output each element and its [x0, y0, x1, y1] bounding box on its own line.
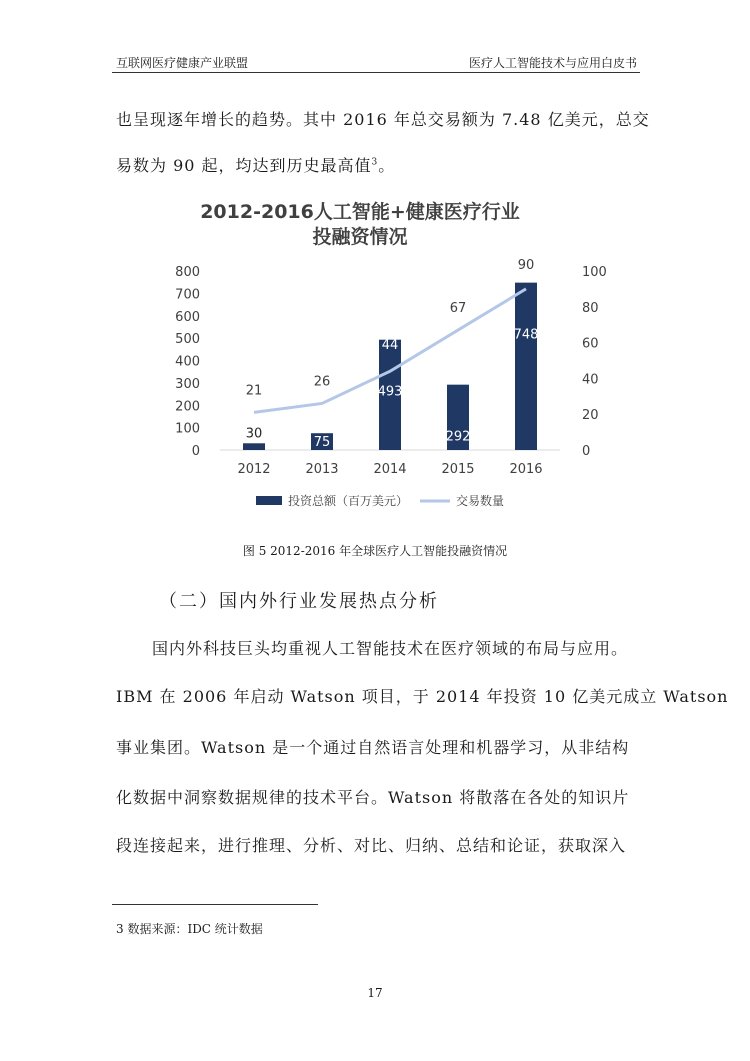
chart-title: 2012-2016人工智能+健康医疗行业	[200, 201, 520, 223]
legend-label: 交易数量	[456, 494, 505, 508]
y-left-tick-label: 500	[175, 332, 200, 348]
y-right-tick-label: 20	[582, 408, 599, 424]
bar-data-label: 493	[377, 384, 403, 400]
y-left-tick-label: 600	[175, 309, 200, 325]
figure-caption: 图 5 2012-2016 年全球医疗人工智能投融资情况	[242, 544, 508, 558]
header-right: 医疗人工智能技术与应用白皮书	[468, 56, 637, 70]
section-heading: （二）国内外行业发展热点分析	[159, 591, 439, 612]
bar	[515, 283, 537, 450]
bar-data-label: 748	[513, 327, 539, 343]
paragraph-text: 。	[378, 156, 396, 175]
paragraph-line: 国内外科技巨头均重视人工智能技术在医疗领域的布局与应用。	[152, 639, 629, 658]
line-data-label: 44	[381, 338, 399, 354]
y-right-tick-label: 80	[582, 300, 599, 316]
x-tick-label: 2016	[509, 462, 543, 477]
y-right-tick-label: 0	[582, 444, 591, 459]
x-tick-label: 2013	[305, 462, 339, 477]
paragraph-line: 段连接起来，进行推理、分析、对比、归纳、总结和论证，获取深入	[116, 836, 627, 855]
y-left-tick-label: 100	[175, 421, 200, 437]
legend-bar-swatch	[256, 496, 282, 505]
line-data-label: 26	[313, 374, 331, 390]
footnote: 3 数据来源：IDC 统计数据	[116, 922, 263, 936]
paragraph-line: 事业集团。Watson 是一个通过自然语言处理和机器学习，从非结构	[116, 738, 630, 757]
paragraph-line: 化数据中洞察数据规律的技术平台。Watson 将散落在各处的知识片	[116, 788, 630, 807]
line-data-label: 67	[449, 301, 467, 317]
y-left-tick-label: 700	[175, 287, 200, 303]
footnote-rule	[112, 904, 318, 905]
footnote-ref: 3	[371, 157, 379, 168]
y-left-tick-label: 0	[191, 444, 200, 459]
paragraph-line: 也呈现逐年增长的趋势。其中 2016 年总交易额为 7.48 亿美元，总交	[116, 110, 650, 129]
paragraph-line	[116, 153, 640, 176]
header-left: 互联网医疗健康产业联盟	[116, 56, 249, 70]
y-right-tick-label: 40	[582, 372, 599, 388]
legend-label: 投资总额（百万美元）	[288, 494, 409, 508]
y-left-tick-label: 300	[175, 376, 200, 392]
x-tick-label: 2015	[441, 462, 475, 477]
x-tick-label: 2012	[237, 462, 271, 477]
line-data-label: 90	[517, 257, 535, 273]
y-left-tick-label: 800	[175, 265, 200, 280]
y-left-tick-label: 400	[175, 354, 200, 370]
y-left-tick-label: 200	[175, 399, 200, 415]
line-data-label: 21	[245, 383, 263, 399]
chart-title: 投融资情况	[312, 226, 408, 248]
bar-data-label: 30	[245, 426, 263, 442]
y-right-tick-label: 100	[582, 265, 607, 280]
paragraph-text: 易数为 90 起，均达到历史最高值	[116, 156, 372, 175]
bar	[243, 443, 265, 450]
bar-data-label: 292	[445, 429, 471, 445]
header-rule	[112, 72, 640, 73]
x-tick-label: 2014	[373, 462, 407, 477]
investment-chart	[160, 190, 607, 530]
paragraph-line: IBM 在 2006 年启动 Watson 项目，于 2014 年投资 10 亿美元成立 Watson	[116, 687, 729, 706]
bar-data-label: 75	[313, 435, 331, 451]
page-number: 17	[367, 986, 383, 1000]
y-right-tick-label: 60	[582, 336, 599, 352]
